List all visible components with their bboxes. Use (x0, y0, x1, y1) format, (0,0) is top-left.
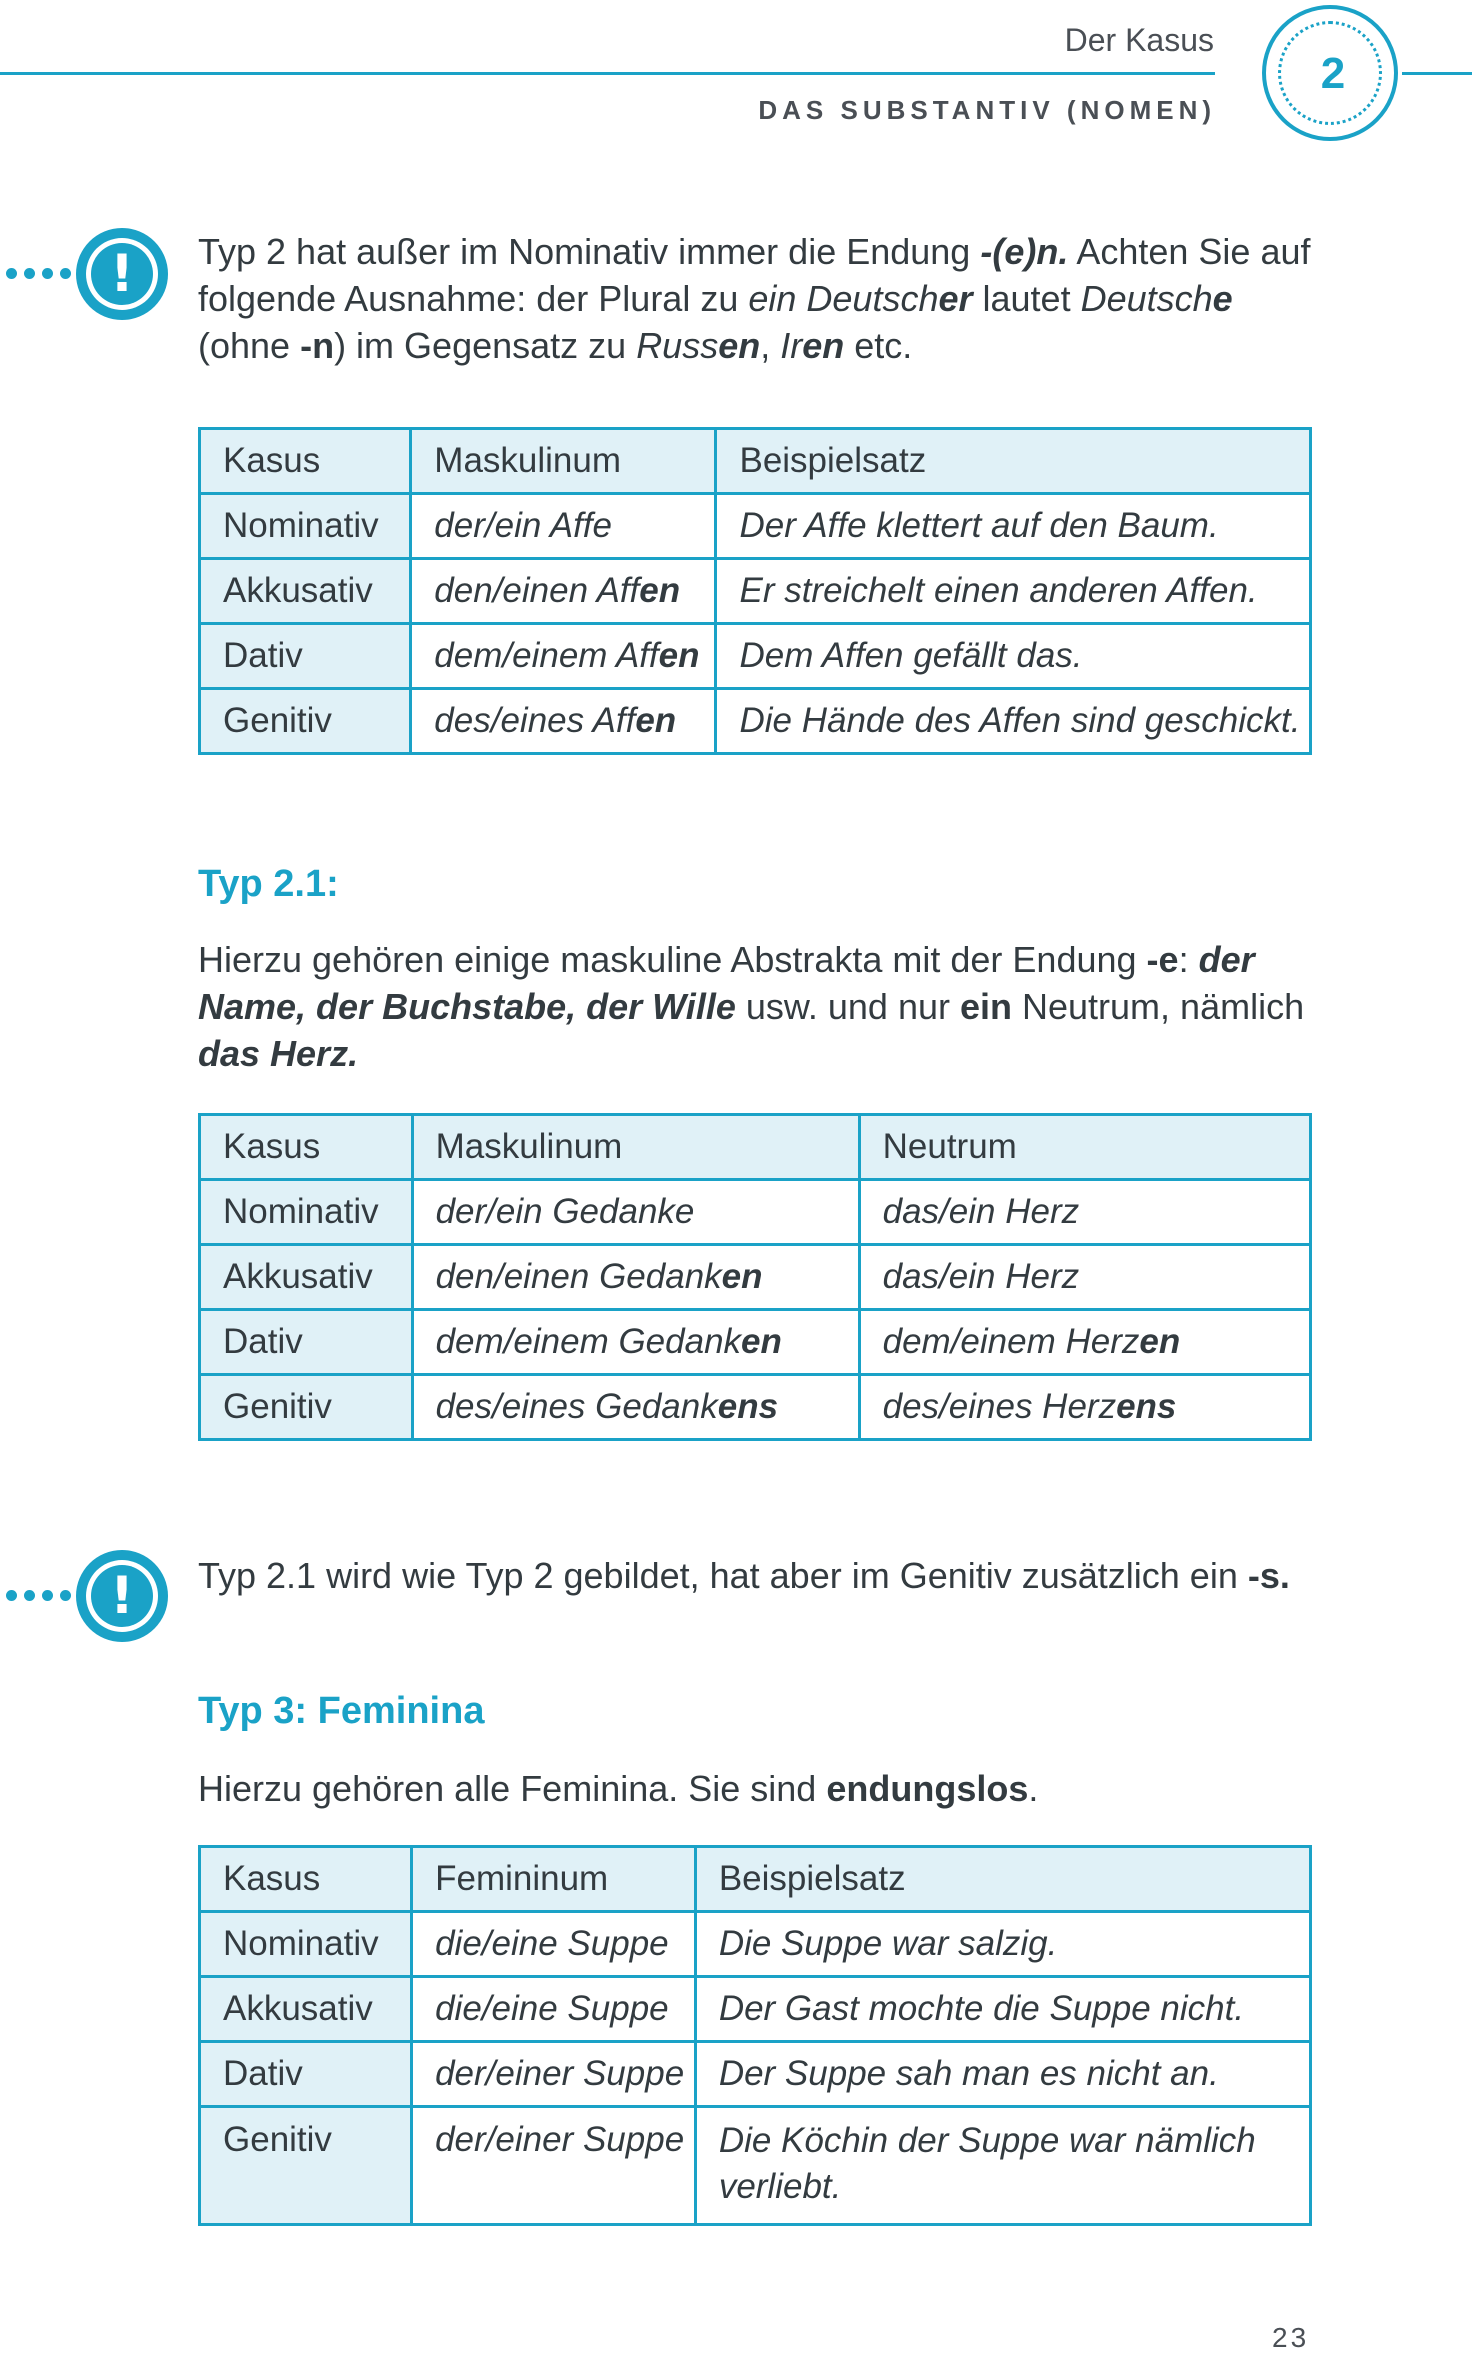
section-heading-typ-3: Typ 3: Feminina (198, 1690, 485, 1732)
table-row: Dativ der/einer Suppe Der Suppe sah man es nicht an. (200, 2042, 1311, 2107)
table-row: Nominativ der/ein Gedanke das/ein Herz (200, 1180, 1311, 1245)
page-number: 23 (1272, 2322, 1310, 2353)
section-text-typ-3: Hierzu gehören alle Feminina. Sie sind endungslos. (198, 1768, 1039, 1809)
table-row: Nominativ die/eine Suppe Die Suppe war salzig. (200, 1912, 1311, 1977)
table-header-row: Kasus Femininum Beispielsatz (200, 1847, 1311, 1912)
chapter-badge (1262, 5, 1398, 141)
note-text-1: Typ 2 hat außer im Nominativ immer die Endung -(e)n. Achten Sie auf folgende Ausnahme: der Plural zu ein Deutscher lautet Deutsche (ohne -n) im Gegensatz zu Russen, Iren etc. (198, 231, 1311, 366)
declension-table-typ2 (198, 427, 1312, 755)
table-row: Akkusativ den/einen Gedanken das/ein Herz (200, 1245, 1311, 1310)
section-heading-typ-2-1: Typ 2.1: (198, 863, 339, 905)
table-row: Akkusativ die/eine Suppe Der Gast mochte die Suppe nicht. (200, 1977, 1311, 2042)
table-row: Akkusativ den/einen Affen Er streichelt einen anderen Affen. (200, 559, 1311, 624)
table-row: Dativ dem/einem Affen Dem Affen gefällt das. (200, 624, 1311, 689)
exclamation-icon: ! (91, 1565, 153, 1627)
section-text-typ-2-1: Hierzu gehören einige maskuline Abstrakta mit der Endung -e: der Name, der Buchstabe, der Wille usw. und nur ein Neutrum, nämlich das Herz. (198, 939, 1305, 1074)
note-text-2: Typ 2.1 wird wie Typ 2 gebildet, hat aber im Genitiv zusätzlich ein -s. (198, 1555, 1290, 1596)
declension-table-typ3 (198, 1845, 1312, 2226)
table-row: Genitiv des/eines Affen Die Hände des Affen sind geschickt. (200, 689, 1311, 754)
table-row: Nominativ der/ein Affe Der Affe klettert auf den Baum. (200, 494, 1311, 559)
running-subtitle: DAS SUBSTANTIV (NOMEN) (758, 95, 1216, 125)
note-icon (0, 228, 172, 320)
exclamation-icon: ! (91, 243, 153, 305)
table-row: Genitiv der/einer Suppe Die Köchin der Suppe war nämlich verliebt. (200, 2107, 1311, 2225)
header-rule (0, 72, 1215, 75)
running-title: Der Kasus (1064, 22, 1214, 58)
table-header-row: Kasus Maskulinum Beispielsatz (200, 429, 1311, 494)
table-row: Dativ dem/einem Gedanken dem/einem Herzen (200, 1310, 1311, 1375)
note-icon (0, 1550, 172, 1642)
declension-table-typ2-1 (198, 1113, 1312, 1441)
chapter-number: 2 (1320, 49, 1346, 98)
table-header-row: Kasus Maskulinum Neutrum (200, 1115, 1311, 1180)
header-rule-right (1402, 72, 1472, 75)
table-row: Genitiv des/eines Gedankens des/eines Herzens (200, 1375, 1311, 1440)
